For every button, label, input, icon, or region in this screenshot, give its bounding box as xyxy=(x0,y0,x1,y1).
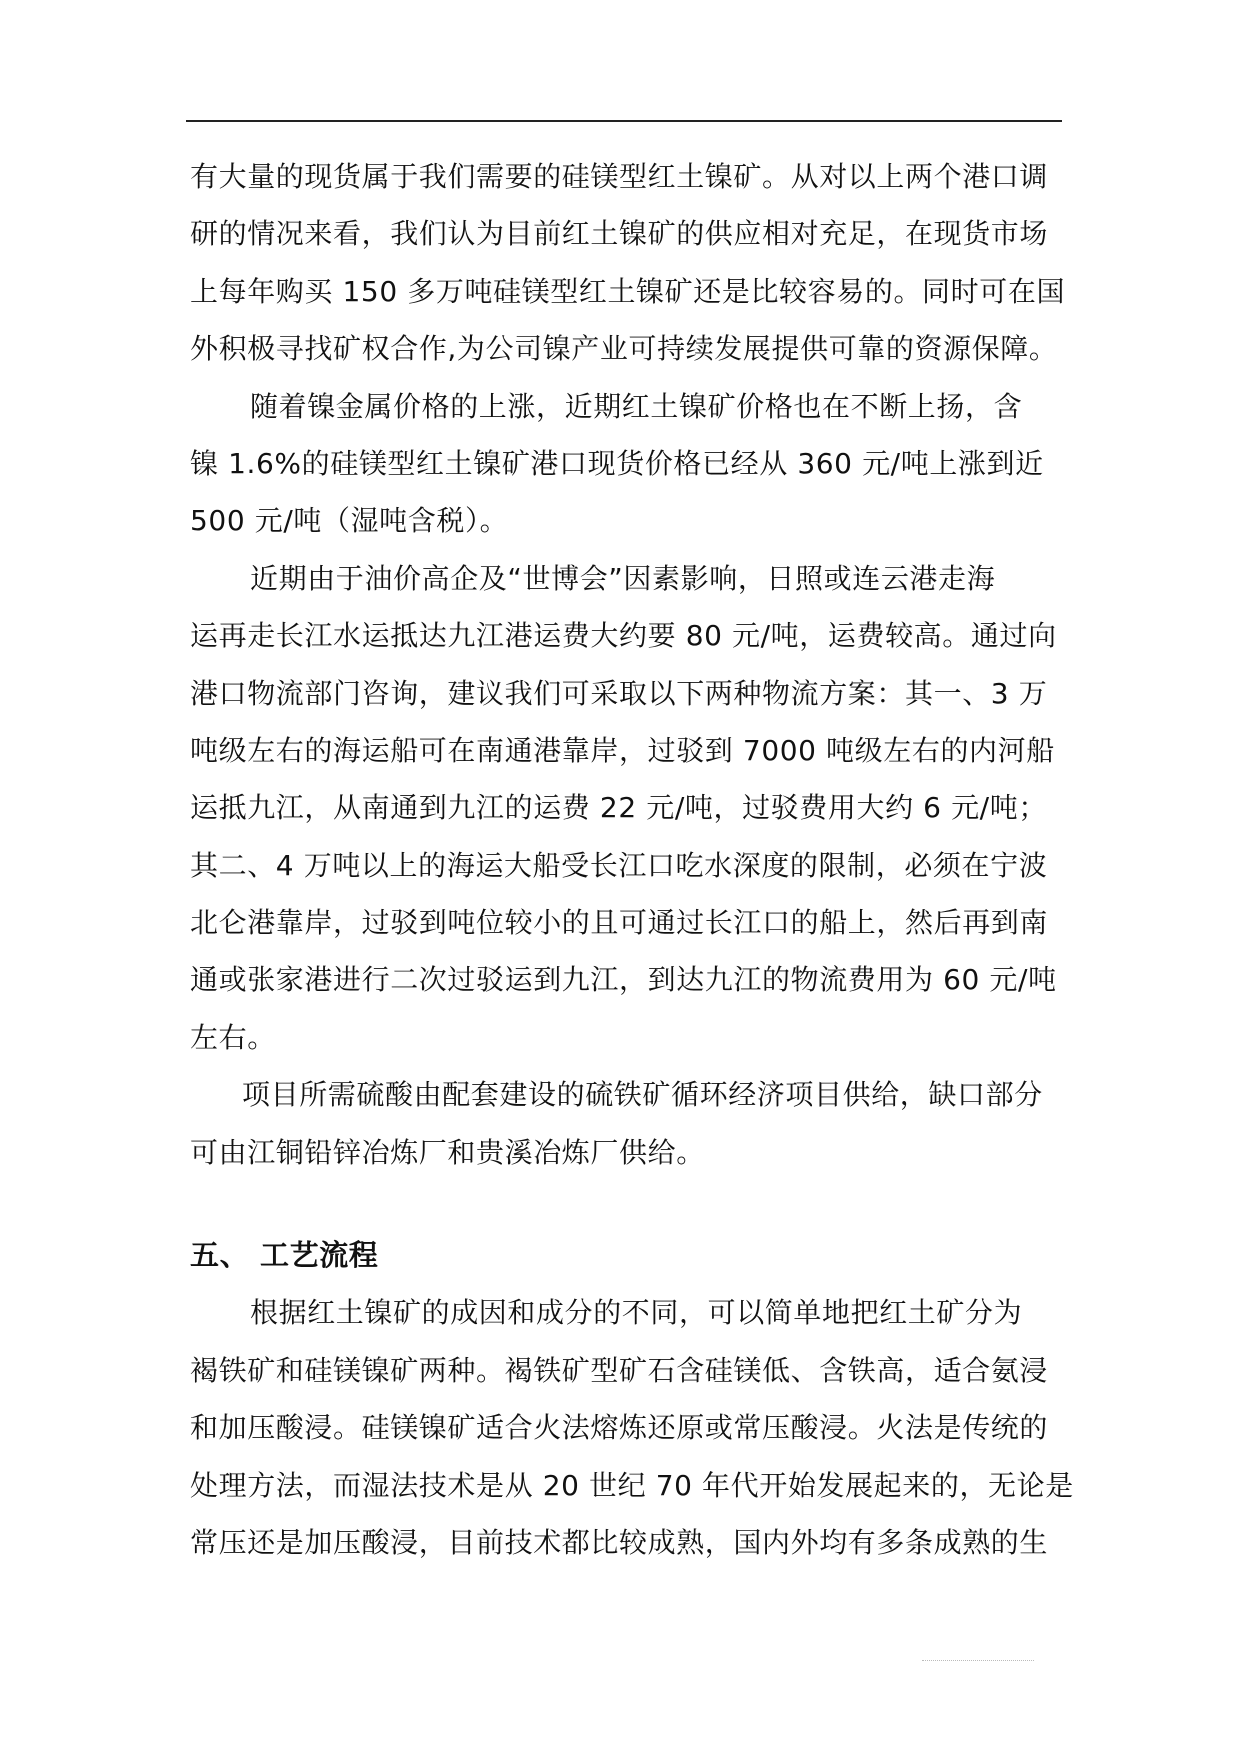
spacer xyxy=(190,1181,1062,1227)
section-number: 五、 xyxy=(190,1238,250,1273)
text-line: 根据红土镍矿的成因和成分的不同，可以简单地把红土矿分为 xyxy=(250,1296,1023,1330)
paragraph-supply xyxy=(190,148,1066,378)
text-line: 随着镍金属价格的上涨，近期红土镍矿价格也在不断上扬，含 xyxy=(250,389,1023,423)
paragraph-logistics xyxy=(190,550,1062,1067)
text-line: 褐铁矿和硅镁镍矿两种。褐铁矿型矿石含硅镁低、含铁高，适合氨浸 xyxy=(190,1353,1049,1387)
text-line: 有大量的现货属于我们需要的硅镁型红土镍矿。从对以上两个港口调 xyxy=(190,160,1049,193)
text-line: 项目所需硫酸由配套建设的硫铁矿循环经济项目供给，缺口部分 xyxy=(242,1078,1043,1112)
text-line: 镍 1.6%的硅镁型红土镍矿港口现货价格已经从 360 元/吨上涨到近 xyxy=(190,446,1044,480)
header-rule xyxy=(186,120,1062,122)
text-line: 上每年购买 150 多万吨硅镁型红土镍矿还是比较容易的。同时可在国 xyxy=(190,274,1066,308)
text-line: 北仑港靠岸，过驳到吨位较小的且可通过长江口的船上，然后再到南 xyxy=(190,906,1049,940)
text-line: 和加压酸浸。硅镁镍矿适合火法熔炼还原或常压酸浸。火法是传统的 xyxy=(190,1411,1049,1445)
text-line: 研的情况来看，我们认为目前红土镍矿的供应相对充足，在现货市场 xyxy=(190,217,1049,251)
text-line: 常压还是加压酸浸，目前技术都比较成熟，国内外均有多条成熟的生 xyxy=(190,1525,1049,1559)
text-line: 处理方法，而湿法技术是从 20 世纪 70 年代开始发展起来的，无论是 xyxy=(190,1468,1074,1502)
text-line: 500 元/吨（湿吨含税）。 xyxy=(190,504,509,538)
text-line: 吨级左右的海运船可在南通港靠岸，过驳到 7000 吨级左右的内河船 xyxy=(190,733,1055,767)
paragraph-price xyxy=(190,378,1062,550)
text-line: 可由江铜铅锌冶炼厂和贵溪冶炼厂供给。 xyxy=(190,1135,705,1169)
paragraph-process xyxy=(190,1284,1074,1571)
text-line: 通或张家港进行二次过驳运到九江，到达九江的物流费用为 60 元/吨 xyxy=(190,963,1057,997)
text-line: 左右。 xyxy=(190,1020,276,1054)
text-line: 港口物流部门咨询，建议我们可采取以下两种物流方案：其一、3 万 xyxy=(190,676,1048,710)
section-heading xyxy=(190,1227,1062,1284)
text-line: 其二、4 万吨以上的海运大船受长江口吃水深度的限制，必须在宁波 xyxy=(190,848,1048,882)
document-body xyxy=(190,148,1074,1571)
text-line: 外积极寻找矿权合作,为公司镍产业可持续发展提供可靠的资源保障。 xyxy=(190,332,1058,366)
footer-dotted-line xyxy=(922,1660,1034,1661)
text-line: 运再走长江水运抵达九江港运费大约要 80 元/吨，运费较高。通过向 xyxy=(190,619,1057,653)
text-line: 运抵九江，从南通到九江的运费 22 元/吨，过驳费用大约 6 元/吨； xyxy=(190,791,1047,825)
text-line: 近期由于油价高企及“世博会”因素影响，日照或连云港走海 xyxy=(250,561,996,595)
paragraph-sulfuric-acid xyxy=(190,1066,1062,1181)
section-title: 工艺流程 xyxy=(260,1238,379,1273)
